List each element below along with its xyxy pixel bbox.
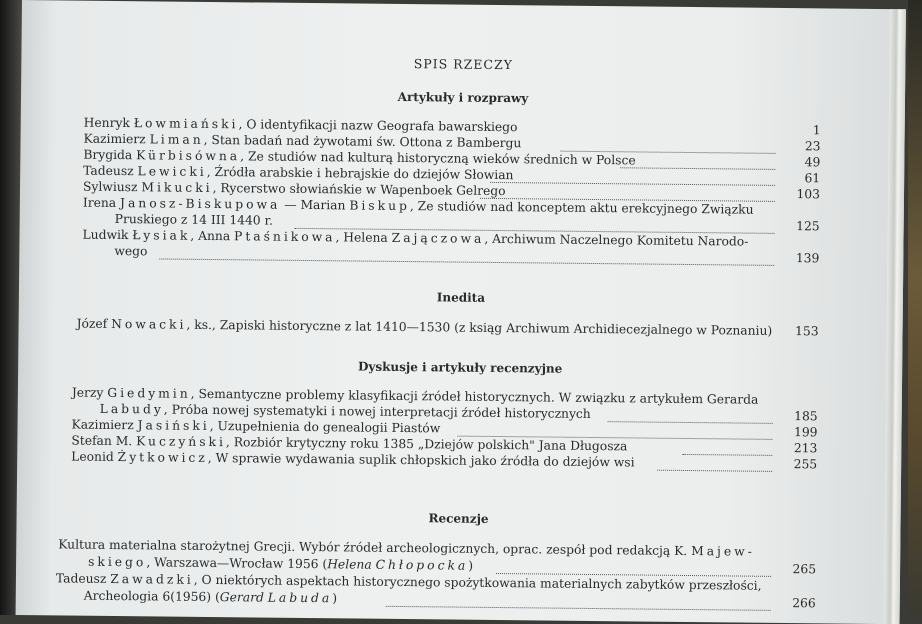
page-number: 153 bbox=[795, 324, 819, 339]
dot-leader bbox=[386, 606, 771, 611]
book-page bbox=[16, 0, 906, 624]
page-number: 265 bbox=[792, 562, 817, 577]
toc-entry-continuation: Pruskiego z 14 III 1440 r. bbox=[114, 211, 274, 228]
page-number: 185 bbox=[794, 409, 818, 424]
page-number: 213 bbox=[793, 441, 818, 456]
toc-entry: Kazimierz Jasiński, Uzupełnienia do genealogii Piastów bbox=[71, 417, 441, 436]
toc-entry: Tadeusz Zawadzki, O niektórych aspektach historycznego spożytkowania materialnych zabytków przeszłości, bbox=[55, 571, 762, 593]
page-number: 139 bbox=[795, 251, 820, 266]
toc-entry: Stefan M. Kuczyński, Rozbiór krytyczny roku 1385 „Dziejów polskich" Jana Długosza bbox=[71, 433, 628, 454]
toc-entry-continuation: skiego, Warszawa—Wrocław 1956 (Helena Chłopocka) bbox=[88, 554, 474, 573]
page-title: SPIS RZECZY bbox=[413, 56, 514, 73]
page-number: 199 bbox=[793, 425, 818, 440]
page-number: 255 bbox=[793, 457, 818, 472]
toc-entry-continuation: wego bbox=[114, 243, 148, 259]
dot-leader bbox=[620, 167, 775, 170]
section-heading-discussions: Dyskusje i artykuły recenzyjne bbox=[357, 359, 563, 376]
dot-leader bbox=[608, 421, 773, 424]
section-heading-articles: Artykuły i rozprawy bbox=[397, 89, 529, 106]
dot-leader bbox=[682, 454, 772, 456]
toc-entry: Kultura materialna starożytnej Grecji. Wybór źródeł archeologicznych, oprac. zespół pod redakcją K. Majew- bbox=[58, 537, 755, 559]
page-number: 103 bbox=[796, 187, 821, 202]
toc-entry-continuation: Archeologia 6(1956) (Gerard Labuda) bbox=[83, 588, 338, 606]
page-number: 266 bbox=[792, 596, 816, 611]
dot-leader bbox=[657, 470, 772, 472]
page-number: 125 bbox=[796, 219, 820, 234]
section-heading-inedita: Inedita bbox=[436, 290, 486, 305]
toc-entry: Leonid Żytkowicz, W sprawie wydawania suplik chłopskich jako źródła do dziejów wsi bbox=[71, 449, 635, 470]
toc-entry-continuation: Labudy, Próba nowej systematyki i nowej interpretacji źródeł historycznych bbox=[99, 401, 591, 421]
toc-entry: Ludwik Łysiak, Anna Ptaśnikowa, Helena Zajączowa, Archiwum Naczelnego Komitetu Narodo- bbox=[82, 227, 749, 249]
toc-entry: Kazimierz Liman, Stan badań nad żywotami św. Ottona z Bambergu bbox=[83, 131, 522, 151]
section-heading-reviews: Recenzje bbox=[428, 511, 489, 526]
toc-entry: Brygida Kürbisówna, Ze studiów nad kulturą historyczną wieków średnich w Polsce bbox=[83, 147, 636, 168]
toc-entry: Henryk Łowmiański, O identyfikacji nazw Geografa bawarskiego bbox=[83, 115, 518, 135]
toc-entry: Tadeusz Lewicki, Źródła arabskie i hebrajskie do dziejów Słowian bbox=[83, 163, 514, 183]
page-number: 49 bbox=[804, 155, 821, 170]
toc-entry: Irena Janosz-Biskupowa — Marian Biskup, Ze studiów nad konceptem aktu erekcyjnego Związku bbox=[82, 195, 754, 217]
dot-leader bbox=[490, 182, 775, 186]
page-number: 61 bbox=[804, 171, 821, 186]
page-number: 23 bbox=[804, 139, 821, 154]
dot-leader bbox=[159, 258, 774, 265]
page-number: 1 bbox=[812, 123, 821, 138]
background-right bbox=[908, 0, 922, 615]
toc-entry: Jerzy Giedymin, Semantyczne problemy klasyfikacji źródeł historycznych. W związku z artykułem Gerarda bbox=[71, 385, 759, 407]
toc-entry: Sylwiusz Mikucki, Rycerstwo słowiańskie w Wapenboek Gelrego bbox=[82, 179, 506, 199]
toc-entry: Józef Nowacki, ks., Zapiski historyczne z lat 1410—1530 (z ksiąg Archiwum Archidiecezjalnego w Poznaniu) bbox=[76, 316, 773, 338]
